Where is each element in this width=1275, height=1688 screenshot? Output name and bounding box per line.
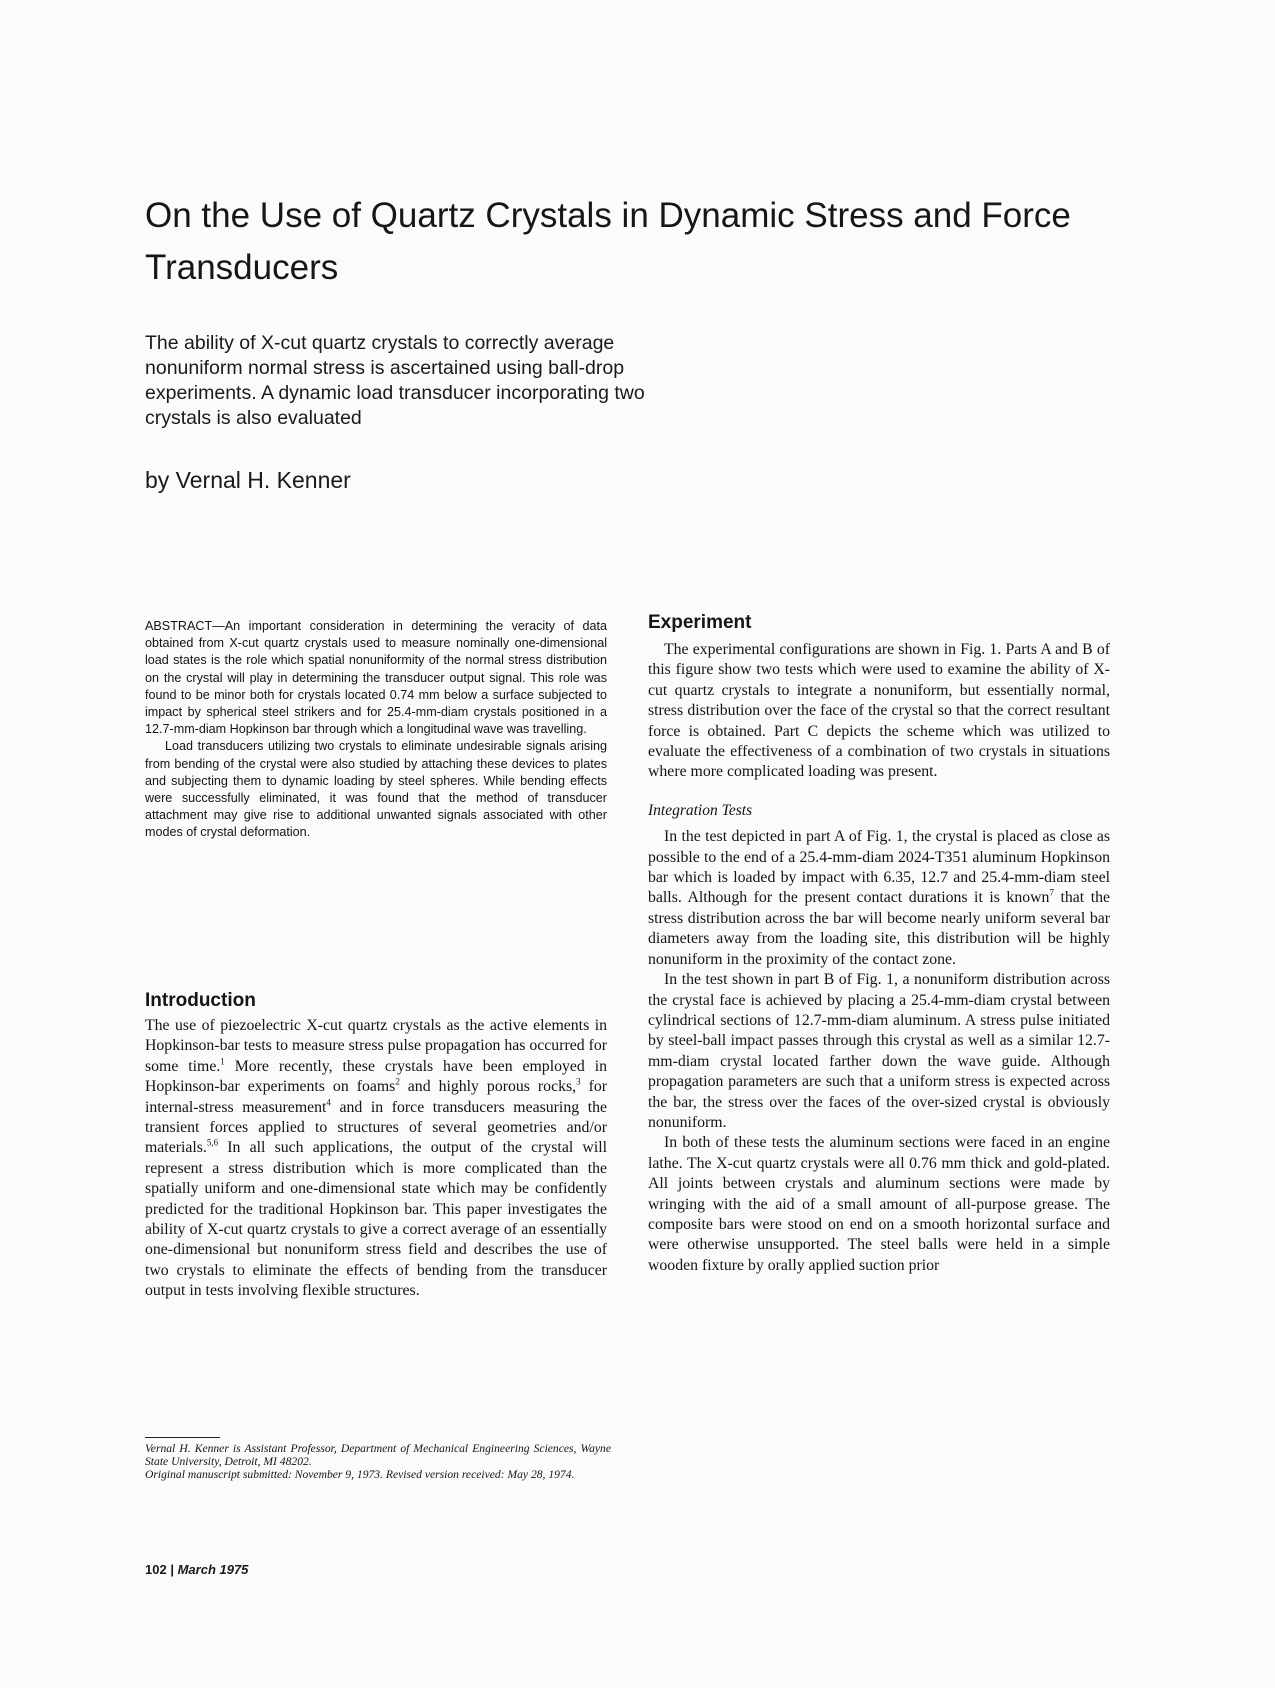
- reference-marker: 4: [326, 1097, 331, 1108]
- introduction-heading: Introduction: [145, 990, 256, 1011]
- abstract-paragraph: ABSTRACT—An important consideration in determining the veracity of data obtained from X-cut quartz crystals used to measure nominally one-dimensional load states is the role which spatial nonuniformity of the normal stress distribution on the crystal will play in determining the transducer output signal. This role was found to be minor both for crystals located 0.74 mm below a surface subjected to impact by spherical steel strikers and for 25.4-mm-diam crystals positioned in a 12.7-mm-diam Hopkinson bar through which a longitudinal wave was travelling.: [145, 619, 607, 737]
- article-title: On the Use of Quartz Crystals in Dynamic Stress and Force Transducers: [145, 196, 1071, 287]
- experiment-body: [648, 640, 1110, 1276]
- experiment-paragraph: In the test shown in part B of Fig. 1, a nonuniform distribution across the crystal face is achieved by placing a 25.4-mm-diam crystal between cylindrical sections of 12.7-mm-diam aluminum. A stress pulse initiated by steel-ball impact passes through this crystal as well as a similar 12.7-mm-diam crystal located farther down the wave guide. Although propagation parameters are such that a uniform stress is expected across the bar, the stress over the faces of the over-sized crystal is obviously nonuniform.: [648, 971, 1110, 1131]
- reference-marker: 3: [576, 1076, 581, 1087]
- page-number: 102: [145, 1562, 167, 1577]
- reference-marker: 2: [395, 1076, 400, 1087]
- integration-tests-subheading: Integration Tests: [648, 801, 753, 819]
- author-footnote: [145, 1442, 611, 1482]
- introduction-body: [145, 1016, 607, 1302]
- abstract-paragraph: Load transducers utilizing two crystals to eliminate undesirable signals arising from bending of the crystal were also studied by attaching these devices to plates and subjecting them to dynamic loading by steel spheres. While bending effects were successfully eliminated, it was found that the method of transducer attachment may give rise to additional unwanted signals associated with other modes of crystal deformation.: [145, 739, 607, 840]
- page-folio: 102 | March 1975: [145, 1562, 249, 1577]
- reference-marker: 1: [220, 1056, 225, 1067]
- introduction-paragraph: The use of piezoelectric X-cut quartz crystals as the active elements in Hopkinson-bar tests to measure stress pulse propagation has occurred for some time.$^1$ More recently, these crystals have been employed in Hopkinson-bar experiments on foams$^2$ and highly porous rocks,$^3$ for internal-stress measurement$^4$ and in force transducers measuring the transient forces applied to structures of several geometries and/or materials.$^{5,6}$ In all such applications, the output of the crystal will represent a stress distribution which is more complicated than the spatially uniform and one-dimensional state which may be confidently predicted for the traditional Hopkinson bar. This paper investigates the ability of X-cut quartz crystals to give a correct average of an essentially one-dimensional but nonuniform stress field and describes the use of two crystals to eliminate the effects of bending from the transducer output in tests involving flexible structures.: [145, 1017, 607, 1300]
- footnote-divider: [145, 1437, 220, 1438]
- footnote-affiliation: Vernal H. Kenner is Assistant Professor, Department of Mechanical Engineering Sciences, Wayne State University, Detroit, MI 48202.: [145, 1442, 611, 1469]
- footnote-dates: Original manuscript submitted: November 9, 1973. Revised version received: May 28, 1974.: [145, 1468, 575, 1482]
- experiment-heading: Experiment: [648, 612, 752, 633]
- article-subtitle: The ability of X-cut quartz crystals to correctly average nonuniform normal stress is ascertained using ball-drop experiments. A dynamic load transducer incorporating two crystals is also evaluated: [145, 332, 645, 429]
- reference-marker: 7: [1049, 888, 1054, 899]
- experiment-paragraph: The experimental configurations are shown in Fig. 1. Parts A and B of this figure show two tests which were used to examine the ability of X-cut quartz crystals to integrate a nonuniform, but essentially normal, stress distribution over the face of the crystal so that the correct resultant force is obtained. Part C depicts the scheme which was utilized to evaluate the effectiveness of a combination of two crystals in situations where more complicated loading was present.: [648, 641, 1110, 781]
- experiment-paragraph: In both of these tests the aluminum sections were faced in an engine lathe. The X-cut quartz crystals were all 0.76 mm thick and gold-plated. All joints between crystals and aluminum sections were made by wringing with the aid of a small amount of all-purpose grease. The composite bars were stood on end on a smooth horizontal surface and were otherwise unsupported. The steel balls were held in a simple wooden fixture by orally applied suction prior: [648, 1134, 1110, 1274]
- issue-date: March 1975: [177, 1562, 249, 1577]
- reference-marker: 5,6: [206, 1138, 219, 1149]
- experiment-paragraph: In the test depicted in part A of Fig. 1, the crystal is placed as close as possible to the end of a 25.4-mm-diam 2024-T351 aluminum Hopkinson bar which is loaded by impact with 6.35, 12.7 and 25.4-mm-diam steel balls. Although for the present contact durations it is known$^7$ that the stress distribution across the bar will become nearly uniform several bar diameters away from the loading site, this distribution will be highly nonuniform in the proximity of the contact zone.: [648, 828, 1111, 968]
- author-byline: by Vernal H. Kenner: [145, 467, 351, 493]
- abstract: [145, 618, 607, 842]
